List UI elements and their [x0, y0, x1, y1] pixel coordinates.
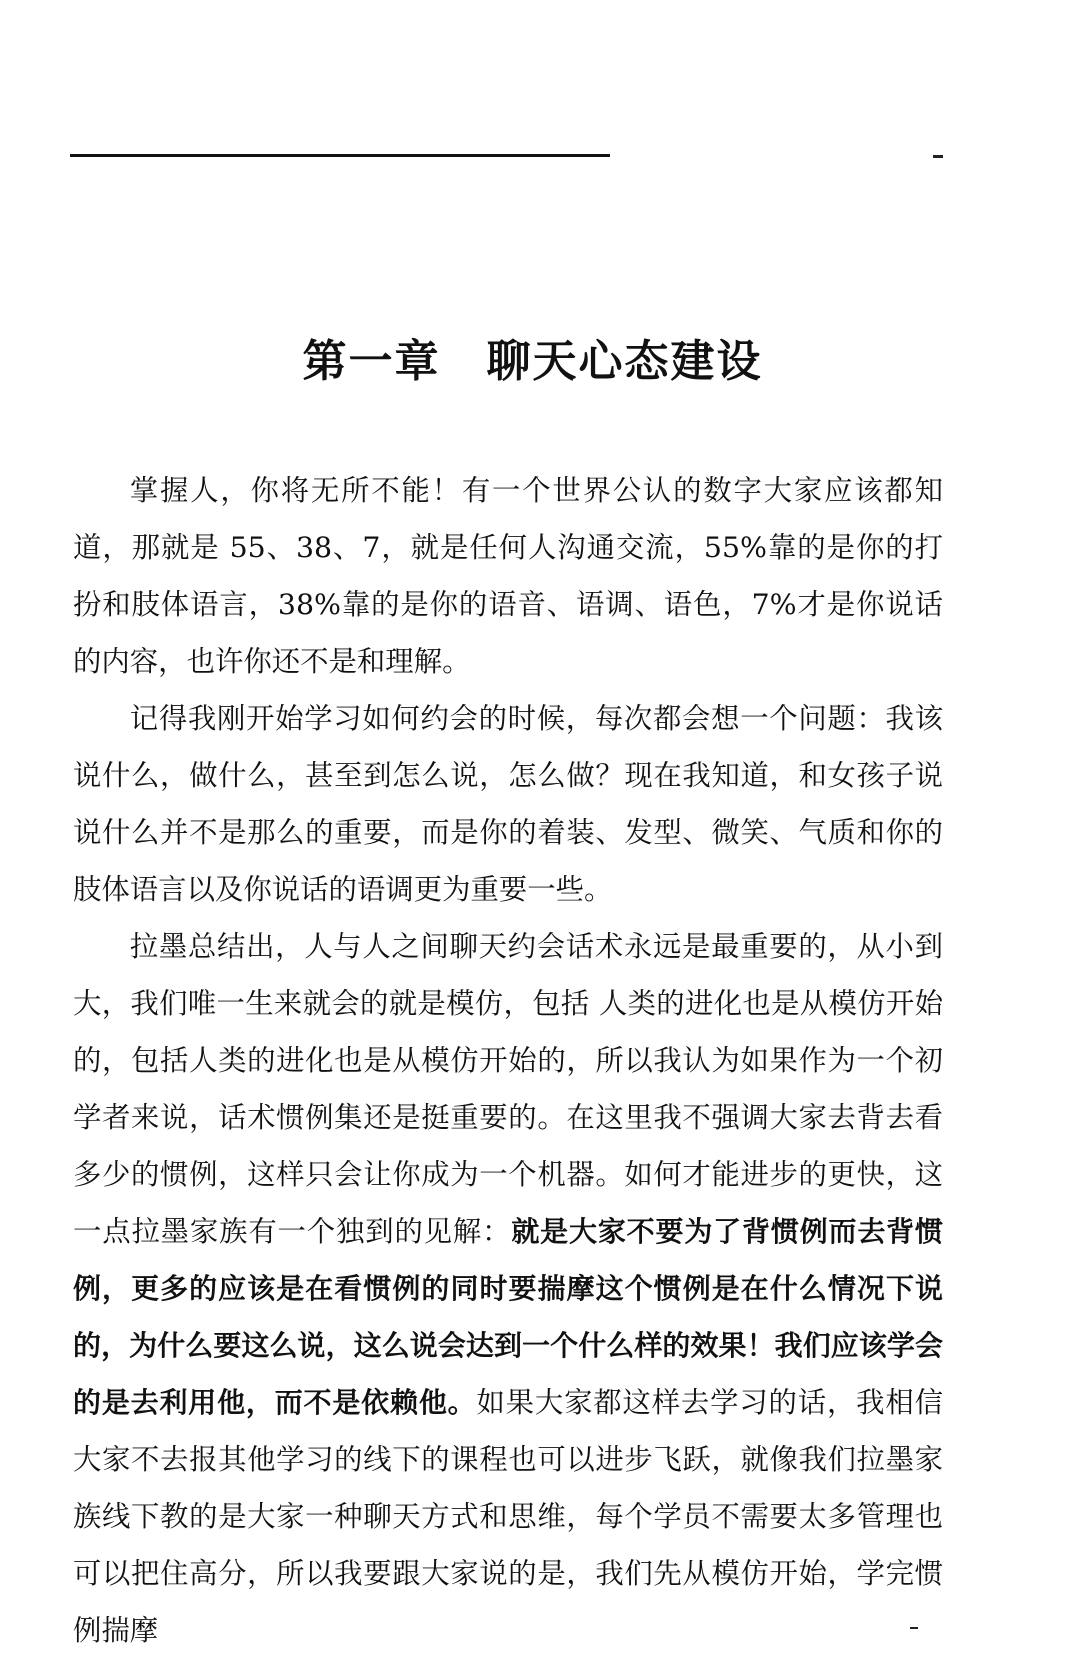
paragraph-3	[73, 918, 943, 1659]
paragraph-3-text-before: 拉墨总结出，人与人之间聊天约会话术永远是最重要的，从小到大，我们唯一生来就会的就是模仿，包括 人类的进化也是从模仿开始的，包括人类的进化也是从模仿开始的，所以我认为如果作为一个初学者来说，话术惯例集还是挺重要的。在这里我不强调大家去背去看多少的惯例，这样只会让你成为一个机器。如何才能进步的更快，这一点拉墨家族有一个独到的见解：	[73, 930, 943, 1248]
chapter-title: 第一章 聊天心态建设	[302, 336, 763, 387]
body-text	[73, 462, 943, 1659]
paragraph-3-text-after: 如果大家都这样去学习的话，我相信大家不去报其他学习的线下的课程也可以进步飞跃，就像我们拉墨家族线下教的是大家一种聊天方式和思维，每个学员不需要太多管理也可以把住高分，所以我要跟大家说的是，我们先从模仿开始，学完惯例揣摩	[73, 1386, 943, 1647]
bottom-corner-mark	[910, 1627, 918, 1629]
top-corner-mark	[933, 155, 943, 158]
paragraph-3-bold-text: 就是大家不要为了背惯例而去背惯例，更多的应该是在看惯例的同时要揣摩这个惯例是在什么情况下说的，为什么要这么说，这么说会达到一个什么样的效果！我们应该学会的是去利用他，而不是依赖他。	[73, 1215, 943, 1419]
header-rule	[70, 154, 610, 157]
paragraph-2: 记得我刚开始学习如何约会的时候，每次都会想一个问题：我该说什么，做什么，甚至到怎么说，怎么做？现在我知道，和女孩子说说什么并不是那么的重要，而是你的着装、发型、微笑、气质和你的肢体语言以及你说话的语调更为重要一些。	[73, 702, 943, 906]
paragraph-1: 掌握人，你将无所不能！有一个世界公认的数字大家应该都知道，那就是 55、38、7，就是任何人沟通交流，55%靠的是你的打扮和肢体语言，38%靠的是你的语音、语调、语色，7%才是你说话的内容，也许你还不是和理解。	[73, 474, 943, 678]
